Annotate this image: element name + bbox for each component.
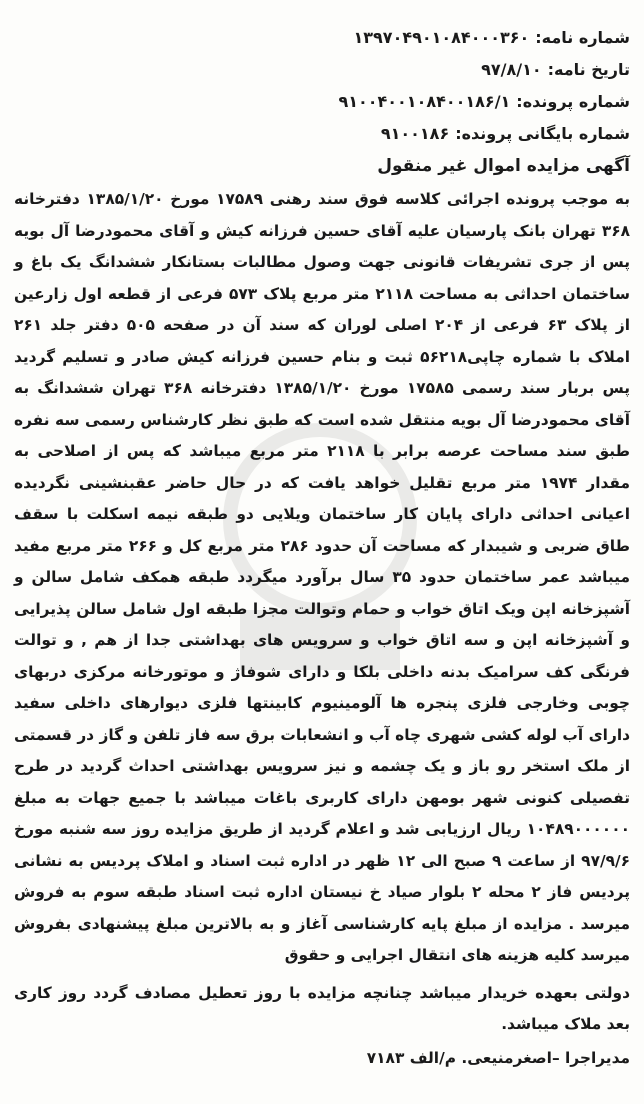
case-number-label: شماره پرونده: xyxy=(516,92,630,111)
letter-number-value: ۱۳۹۷۰۴۹۰۱۰۸۴۰۰۰۳۶۰ xyxy=(353,28,530,47)
letter-date-label: تاریخ نامه: xyxy=(547,60,630,79)
archive-number-label: شماره بایگانی پرونده: xyxy=(455,124,630,143)
signature-line: مدیراجرا –اصغرمنیعی. م/الف ۷۱۸۳ xyxy=(366,1048,630,1067)
letter-number-line xyxy=(14,22,630,54)
case-number-value: ۹۱۰۰۴۰۰۱۰۸۴۰۰۱۸۶/۱ xyxy=(338,92,511,111)
notice-title: آگهی مزایده اموال غیر منقول xyxy=(377,156,630,176)
archive-number-line xyxy=(14,118,630,150)
case-number-line xyxy=(14,86,630,118)
letter-date-line xyxy=(14,54,630,86)
notice-body: به موجب پرونده اجرائی کلاسه فوق سند رهنی ۱۷۵۸۹ مورخ ۱۳۸۵/۱/۲۰ دفترخانه ۳۶۸ تهران بانک پارسیان علیه آقای حسین فرزانه کیش و آقای محمودرضا آل بویه پس از جری تشریفات قانونی جهت وصول مطالبات بستانکار ششدانگ یک باغ و ساختمان احداثی به مساحت ۲۱۱۸ متر مربع پلاک ۵۷۳ فرعی از قطعه اول زارعین از پلاک ۶۳ فرعی از ۲۰۴ اصلی لوران که سند آن در صفحه ۵۰۵ دفتر جلد ۲۶۱ املاک با شماره چاپی۵۶۲۱۸ ثبت و بنام حسین فرزانه کیش صادر و تسلیم گردید پس بربار سند رسمی ۱۷۵۸۵ مورخ ۱۳۸۵/۱/۲۰ دفترخانه ۳۶۸ تهران ششدانگ به آقای محمودرضا آل بویه منتقل شده است که طبق نظر کارشناس رسمی سه نفره طبق سند مساحت عرصه برابر با ۲۱۱۸ متر مربع میباشد که پس از اصلاحی به مقدار ۱۹۷۴ متر مربع تقلیل خواهد یافت که در حال حاضر عقبنشینی نگردیده اعیانی احداثی دارای پایان کار ساختمان ویلایی دو طبقه نیمه اسکلت با سقف طاق ضربی و شیبدار که مساحت آن حدود ۲۸۶ متر مربع کل و ۲۶۶ متر مربع مفید میباشد عمر ساختمان حدود ۳۵ سال برآورد میگردد طبقه همکف شامل سالن و آشپزخانه اپن ویک اتاق خواب و حمام وتوالت مجزا طبقه اول شامل سالن پذیرایی و آشپزخانه اپن و سه اتاق خواب و سرویس های بهداشتی جدا از هم , و توالت فرنگی کف سرامیک بدنه داخلی بلکا و دارای شوفاژ و موتورخانه مرکزی دربهای چوبی وخارجی فلزی پنجره ها آلومینیوم کابینتها فلزی دیوارهای داخلی سفید دارای آب لوله کشی شهری چاه آب و انشعابات برق سه فاز تلفن و گاز در قسمتی از ملک استخر رو باز و یک چشمه و نیز سرویس بهداشتی احداث گردید در طرح تفصیلی کنونی شهر بومهن دارای کاربری باغات میباشد با جمیع جهات به مبلغ ۱۰۴۸۹۰۰۰۰۰۰ ریال ارزیابی شد و اعلام گردید از طریق مزایده روز سه شنبه مورخ ۹۷/۹/۶ از ساعت ۹ صبح الی ۱۲ ظهر در اداره ثبت اسناد و املاک پردیس به نشانی پردیس فاز ۲ محله ۲ بلوار صیاد خ نیستان اداره ثبت اسناد طبقه سوم به فروش میرسد . مزایده از مبلغ پایه کارشناسی آغاز و به بالاترین مبلغ پیشنهادی بفروش میرسد کلیه هزینه های انتقال اجرایی و حقوق xyxy=(14,190,631,964)
archive-number-value: ۹۱۰۰۱۸۶ xyxy=(380,124,450,143)
letter-number-label: شماره نامه: xyxy=(535,28,630,47)
letter-date-value: ۹۷/۸/۱۰ xyxy=(481,60,542,79)
notice-body-tail: دولتی بعهده خریدار میباشد چنانچه مزایده با روز تعطیل مصادف گردد روز کاری بعد ملاک میباشد. xyxy=(14,983,630,1033)
